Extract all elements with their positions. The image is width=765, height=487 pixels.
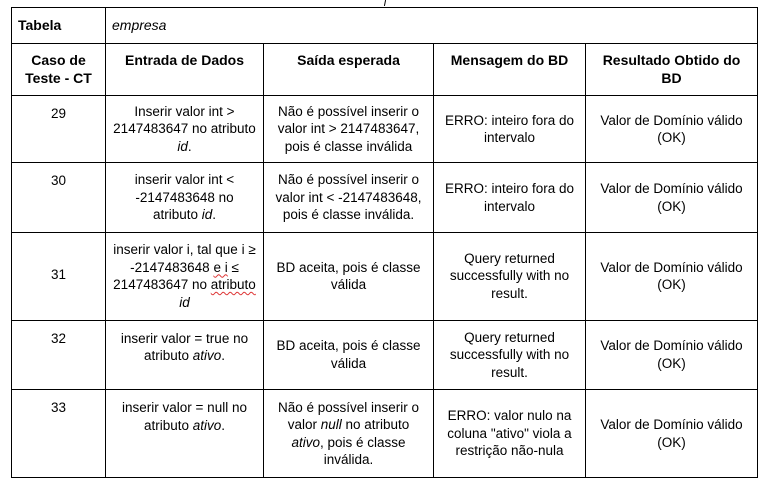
ct-number: 33: [12, 390, 106, 478]
ct-number: 30: [12, 163, 106, 232]
saida-cell: BD aceita, pois é classe válida: [264, 232, 434, 320]
resultado-cell: Valor de Domínio válido (OK): [586, 390, 758, 478]
entrada-cell: inserir valor = null no atributo ativo.: [106, 390, 264, 478]
mensagem-cell: Query returned successfully with no result.: [434, 232, 586, 320]
mensagem-cell: ERRO: inteiro fora do intervalo: [434, 95, 586, 162]
column-header-saida: Saída esperada: [264, 43, 434, 95]
table-row: [12, 163, 758, 232]
resultado-cell: Valor de Domínio válido (OK): [586, 95, 758, 162]
table-label: Tabela: [12, 8, 106, 44]
table-row: [12, 232, 758, 320]
resultado-cell: Valor de Domínio válido (OK): [586, 232, 758, 320]
saida-cell: Não é possível inserir o valor int > 2147483647, pois é classe inválida: [264, 95, 434, 162]
table-name-row: [12, 8, 758, 44]
column-header-mensagem: Mensagem do BD: [434, 43, 586, 95]
saida-cell: BD aceita, pois é classe válida: [264, 320, 434, 389]
resultado-cell: Valor de Domínio válido (OK): [586, 320, 758, 389]
entrada-cell: inserir valor int < -2147483648 no atributo id.: [106, 163, 264, 232]
ct-number: 32: [12, 320, 106, 389]
entrada-cell: inserir valor = true no atributo ativo.: [106, 320, 264, 389]
column-header-entrada: Entrada de Dados: [106, 43, 264, 95]
mensagem-cell: ERRO: inteiro fora do intervalo: [434, 163, 586, 232]
table-row: [12, 390, 758, 478]
column-header-resultado: Resultado Obtido do BD: [586, 43, 758, 95]
column-header-row: [12, 43, 758, 95]
entrada-cell: inserir valor i, tal que i ≥ -2147483648 e i ≤ 2147483647 no atributo id: [106, 232, 264, 320]
saida-cell: Não é possível inserir o valor int < -2147483648, pois é classe inválida.: [264, 163, 434, 232]
column-header-ct: Caso de Teste - CT: [12, 43, 106, 95]
test-case-table: [11, 7, 758, 478]
table-row: [12, 320, 758, 389]
saida-cell: Não é possível inserir o valor null no atributo ativo, pois é classe inválida.: [264, 390, 434, 478]
entrada-cell: Inserir valor int > 2147483647 no atributo id.: [106, 95, 264, 162]
ct-number: 29: [12, 95, 106, 162]
stray-slash-mark: [384, 0, 386, 6]
table-name: empresa: [106, 8, 758, 44]
resultado-cell: Valor de Domínio válido (OK): [586, 163, 758, 232]
mensagem-cell: Query returned successfully with no result.: [434, 320, 586, 389]
mensagem-cell: ERRO: valor nulo na coluna "ativo" viola a restrição não-nula: [434, 390, 586, 478]
table-row: [12, 95, 758, 162]
ct-number: 31: [12, 232, 106, 320]
